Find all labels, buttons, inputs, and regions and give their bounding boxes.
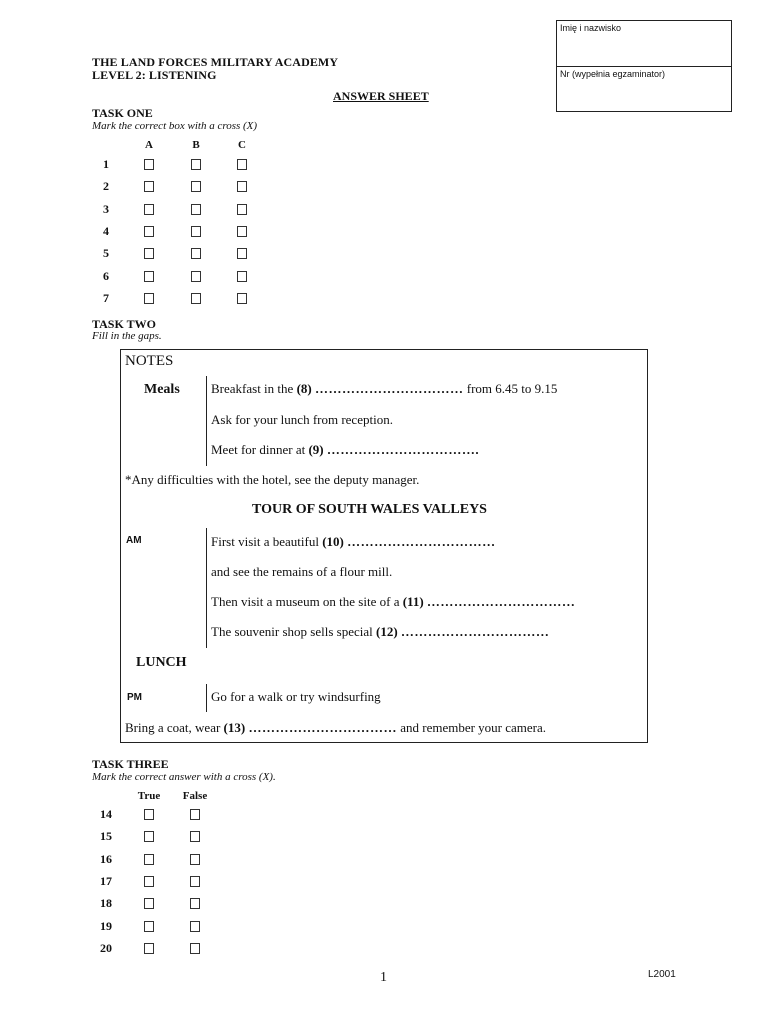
gap-12-line [211, 624, 549, 640]
item-number: 3 [103, 201, 109, 216]
gap-13-line [125, 720, 546, 736]
examiner-number-field[interactable] [557, 66, 731, 111]
answer-checkbox-19-true[interactable] [144, 921, 154, 932]
examiner-number-label: Nr (wypełnia egzaminator) [560, 69, 666, 79]
meals-divider [206, 376, 207, 466]
answer-checkbox-14-false[interactable] [190, 809, 200, 820]
answer-checkbox-20-true[interactable] [144, 943, 154, 954]
answer-checkbox-16-false[interactable] [190, 854, 200, 865]
answer-checkbox-3-a[interactable] [144, 204, 154, 215]
page-number: 1 [380, 970, 387, 985]
gap-12-text: The souvenir shop sells special [211, 624, 373, 639]
gap-11-number: (11) [402, 594, 424, 609]
answer-checkbox-2-a[interactable] [144, 181, 154, 192]
gap-13-text: Bring a coat, wear [125, 720, 221, 735]
name-field[interactable] [557, 21, 731, 66]
answer-checkbox-5-a[interactable] [144, 248, 154, 259]
answer-checkbox-20-false[interactable] [190, 943, 200, 954]
answer-checkbox-15-true[interactable] [144, 831, 154, 842]
answer-checkbox-2-b[interactable] [191, 181, 201, 192]
answer-checkbox-6-c[interactable] [237, 271, 247, 282]
answer-checkbox-19-false[interactable] [190, 921, 200, 932]
item-number: 6 [103, 268, 109, 283]
task-two-title: TASK TWO [92, 317, 156, 331]
item-number: 1 [103, 157, 109, 171]
gap-10-line [211, 534, 496, 550]
task-two-instruction: Fill in the gaps. [92, 330, 162, 342]
gap-10-blank[interactable]: …………………………… [347, 534, 496, 549]
item-number: 14 [100, 807, 112, 821]
answer-checkbox-18-false[interactable] [190, 898, 200, 909]
answer-checkbox-5-c[interactable] [237, 248, 247, 259]
gap-11-blank[interactable]: …………………………… [426, 594, 576, 609]
gap-8-blank[interactable]: …………………………… [314, 381, 464, 396]
answer-checkbox-3-b[interactable] [191, 204, 201, 215]
answer-checkbox-7-a[interactable] [144, 293, 154, 304]
academy-title: THE LAND FORCES MILITARY ACADEMY [92, 55, 339, 69]
answer-checkbox-1-c[interactable] [237, 159, 247, 170]
answer-checkbox-7-c[interactable] [237, 293, 247, 304]
item-number: 18 [100, 896, 112, 911]
pm-activity-line: Go for a walk or try windsurfing [211, 689, 381, 704]
pm-label: PM [127, 692, 142, 703]
column-header-true: True [137, 790, 161, 802]
column-header-false: False [182, 790, 208, 802]
gap-8-line [211, 381, 557, 397]
answer-checkbox-4-b[interactable] [191, 226, 201, 237]
gap-11-text: Then visit a museum on the site of a [211, 594, 400, 609]
answer-sheet-title: ANSWER SHEET [333, 89, 429, 103]
answer-checkbox-6-b[interactable] [191, 271, 201, 282]
answer-checkbox-17-true[interactable] [144, 876, 154, 887]
gap-9-text: Meet for dinner at [211, 442, 306, 457]
item-number: 19 [100, 918, 112, 933]
answer-checkbox-2-c[interactable] [237, 181, 247, 192]
tour-title: TOUR OF SOUTH WALES VALLEYS [252, 502, 487, 517]
flour-mill-line: and see the remains of a flour mill. [211, 564, 393, 579]
answer-checkbox-18-true[interactable] [144, 898, 154, 909]
name-field-label: Imię i nazwisko [560, 23, 622, 33]
item-number: 20 [100, 940, 112, 955]
lunch-label: LUNCH [136, 655, 187, 670]
answer-checkbox-7-b[interactable] [191, 293, 201, 304]
meals-label: Meals [144, 382, 180, 397]
item-number: 5 [103, 246, 109, 261]
answer-checkbox-15-false[interactable] [190, 831, 200, 842]
gap-10-number: (10) [322, 534, 344, 549]
gap-8-number: (8) [296, 381, 312, 396]
column-header-a: A [145, 139, 153, 151]
answer-checkbox-17-false[interactable] [190, 876, 200, 887]
task-one-instruction: Mark the correct box with a cross (X) [92, 120, 258, 132]
answer-checkbox-6-a[interactable] [144, 271, 154, 282]
pm-divider [206, 684, 207, 712]
gap-12-number: (12) [376, 624, 398, 639]
item-number: 2 [103, 179, 109, 194]
gap-11-line [211, 594, 575, 610]
gap-13-text-after: and remember your camera. [400, 720, 547, 735]
answer-checkbox-1-b[interactable] [191, 159, 201, 170]
gap-8-text-after: from 6.45 to 9.15 [466, 381, 558, 396]
gap-13-number: (13) [223, 720, 246, 735]
answer-checkbox-1-a[interactable] [144, 159, 154, 170]
answer-checkbox-16-true[interactable] [144, 854, 154, 865]
answer-checkbox-4-c[interactable] [237, 226, 247, 237]
hotel-note: *Any difficulties with the hotel, see the deputy manager. [125, 472, 420, 487]
item-number: 15 [100, 829, 112, 844]
answer-checkbox-5-b[interactable] [191, 248, 201, 259]
gap-13-blank[interactable]: …………………………… [248, 720, 397, 735]
answer-checkbox-3-c[interactable] [237, 204, 247, 215]
gap-8-text: Breakfast in the [211, 381, 294, 396]
answer-checkbox-14-true[interactable] [144, 809, 154, 820]
item-number: 17 [100, 873, 112, 888]
document-code: L2001 [648, 969, 676, 980]
item-number: 7 [103, 290, 109, 305]
task-three-title: TASK THREE [92, 757, 169, 771]
column-header-c: C [238, 139, 246, 151]
gap-9-blank[interactable]: ……………………………. [326, 442, 480, 457]
lunch-reception-line: Ask for your lunch from reception. [211, 412, 393, 427]
item-number: 16 [100, 851, 112, 866]
am-divider [206, 528, 207, 648]
answer-checkbox-4-a[interactable] [144, 226, 154, 237]
level-title: LEVEL 2: LISTENING [92, 68, 217, 82]
column-header-b: B [192, 139, 200, 151]
gap-10-text: First visit a beautiful [211, 534, 319, 549]
gap-9-line [211, 442, 479, 458]
candidate-info-box [556, 20, 732, 112]
am-label: AM [126, 535, 142, 546]
gap-12-blank[interactable]: …………………………… [400, 624, 550, 639]
task-one-title: TASK ONE [92, 106, 153, 120]
task-three-instruction: Mark the correct answer with a cross (X). [92, 771, 276, 783]
notes-heading: NOTES [125, 353, 174, 369]
item-number: 4 [103, 223, 109, 238]
gap-9-number: (9) [308, 442, 324, 457]
